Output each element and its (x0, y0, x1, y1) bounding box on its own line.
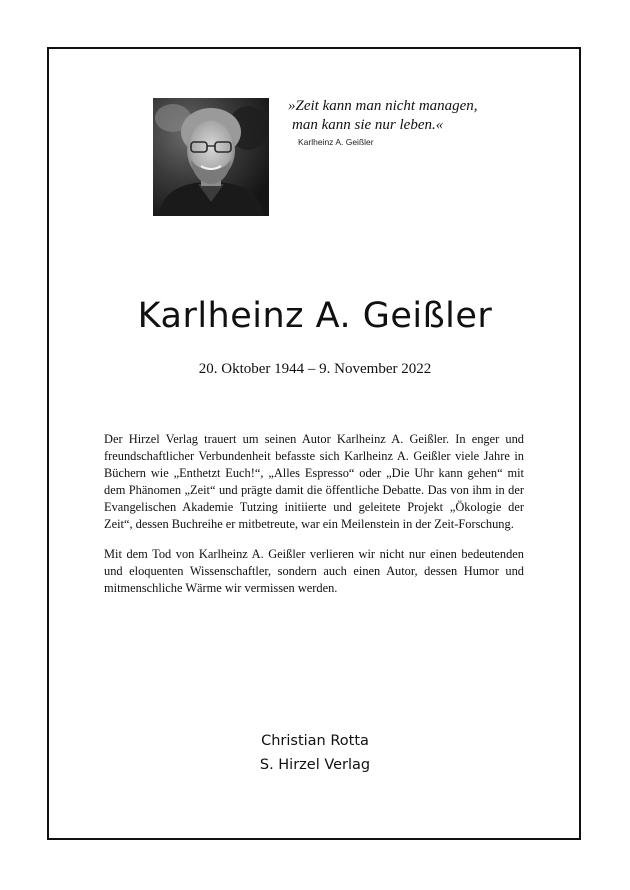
quote-text (288, 97, 548, 135)
paragraph-2: Mit dem Tod von Karlheinz A. Geißler verlieren wir nicht nur einen bedeutenden und eloquenten Wissenschaftler, sondern auch einen Autor, dessen Humor und mitmenschliche Wärme wir vermissen werden. (104, 547, 524, 595)
quote-line-2: man kann sie nur leben.« (292, 117, 444, 133)
quote-author: Karlheinz A. Geißler (298, 137, 374, 147)
deceased-name: Karlheinz A. Geißler (137, 296, 493, 336)
quote-line-1: »Zeit kann man nicht managen, (288, 98, 478, 114)
portrait-photo (153, 98, 269, 216)
signature-person: Christian Rotta (261, 733, 369, 749)
signature-publisher: S. Hirzel Verlag (259, 757, 371, 773)
paragraph-1: Der Hirzel Verlag trauert um seinen Autor Karlheinz A. Geißler. In enger und freundschaftlicher Verbundenheit befasste sich Karlheinz A. Geißler viele Jahre in Büchern wie „Enthetzt Euch!“, „Alles Espresso“ oder „Die Uhr kann gehen“ mit dem Phänomen „Zeit“ und prägte damit die öffentliche Debatte. Das von ihm in der Evangelischen Akademie Tutzing initiierte und geleitete Projekt „Ökologie der Zeit“, dessen Buchreihe er mitbetreute, war ein Meilenstein in der Zeit-Forschung. (104, 432, 524, 531)
life-dates: 20. Oktober 1944 – 9. November 2022 (198, 361, 432, 377)
obituary-text (104, 431, 524, 610)
